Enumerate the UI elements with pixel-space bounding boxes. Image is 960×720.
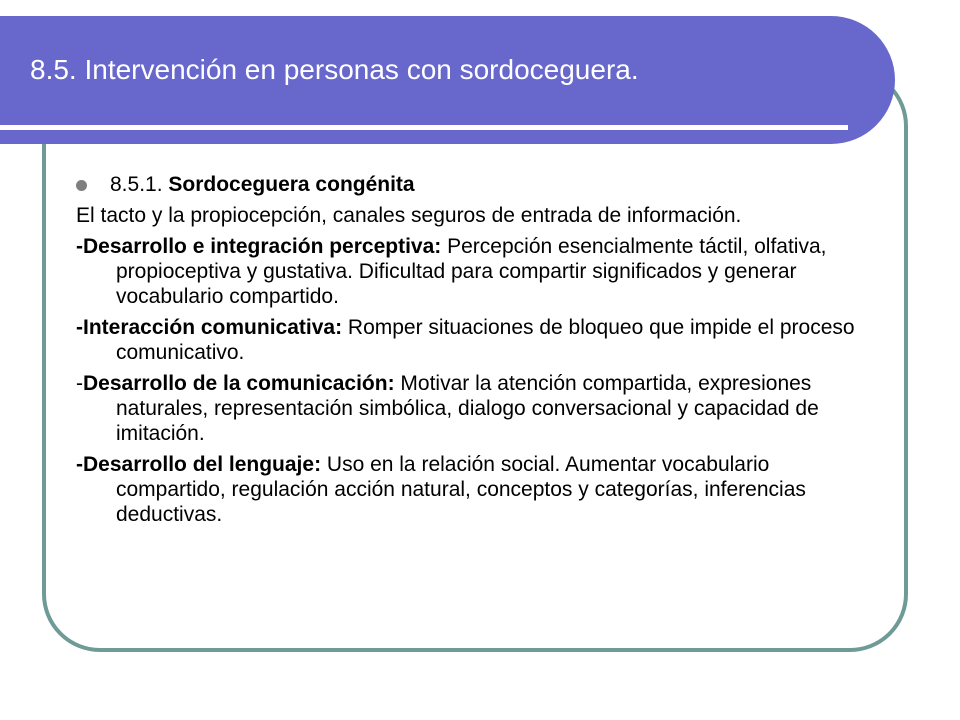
item-text: Motivar la atención compartida, expresiones naturales, representación simbólica, dialogo conversacional y capacidad de imitación. <box>116 372 819 445</box>
item-lead: -Desarrollo e integración perceptiva: <box>76 235 442 258</box>
section-number: 8.5.1. <box>110 173 163 196</box>
section-heading <box>76 172 876 197</box>
item-paragraph <box>76 234 876 309</box>
item-prefix: - <box>76 372 83 395</box>
section-title: Sordoceguera congénita <box>168 173 415 196</box>
slide-body <box>76 172 876 533</box>
item-lead: Desarrollo de la comunicación: <box>83 372 395 395</box>
item-paragraph <box>76 371 876 446</box>
bullet-icon <box>76 180 87 191</box>
slide-title: 8.5. Intervención en personas con sordoceguera. <box>30 54 639 85</box>
title-underline <box>0 125 848 130</box>
item-text: Percepción esencialmente táctil, olfativa, propioceptiva y gustativa. Dificultad para compartir significados y generar vocabulario compartido. <box>116 235 827 308</box>
intro-text: El tacto y la propiocepción, canales seguros de entrada de información. <box>76 204 742 227</box>
item-paragraph <box>76 452 876 527</box>
item-text: Romper situaciones de bloqueo que impide el proceso comunicativo. <box>116 316 855 364</box>
intro-paragraph <box>76 203 876 228</box>
item-lead: -Interacción comunicativa: <box>76 316 343 339</box>
item-text: Uso en la relación social. Aumentar vocabulario compartido, regulación acción natural, conceptos y categorías, inferencias deductivas. <box>116 453 806 526</box>
item-lead: -Desarrollo del lenguaje: <box>76 453 322 476</box>
item-paragraph <box>76 315 876 365</box>
